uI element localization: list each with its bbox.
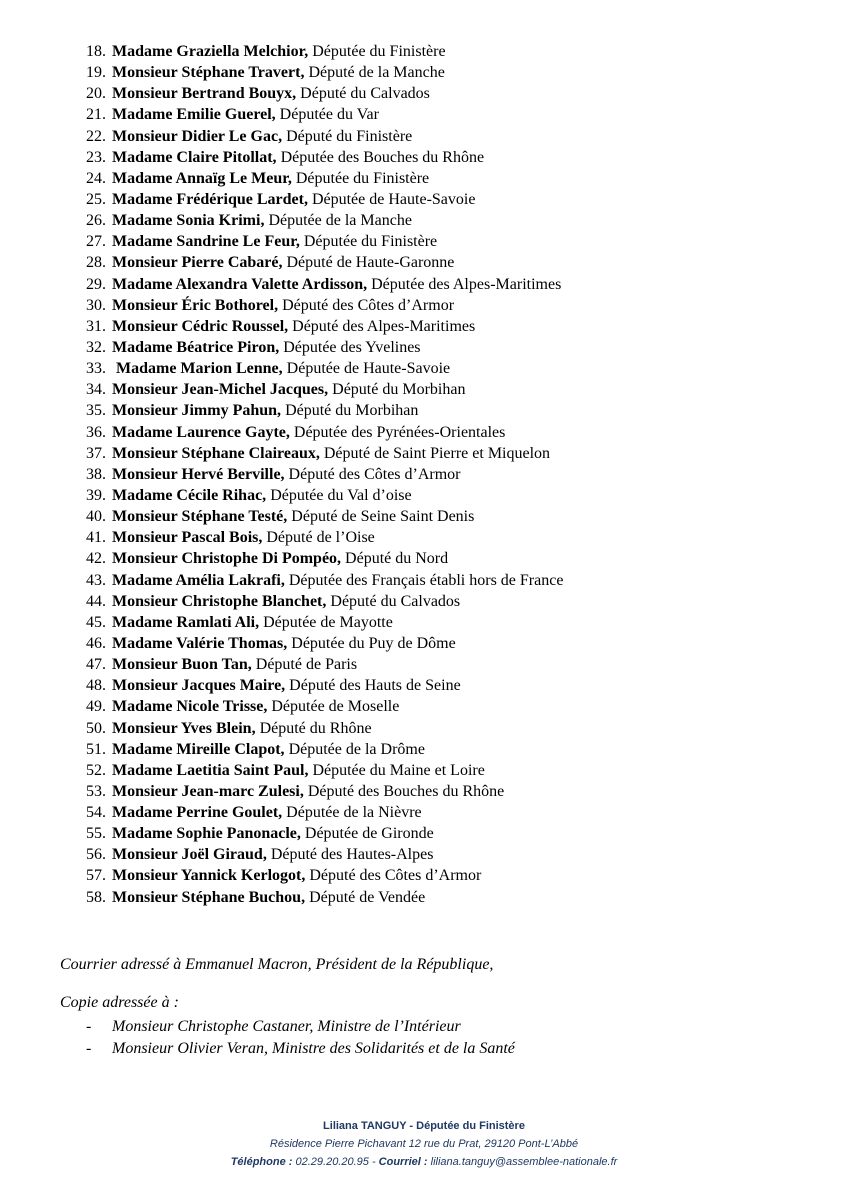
- deputy-name: Madame Claire Pitollat,: [112, 148, 277, 166]
- deputy-title: Députée des Bouches du Rhône: [276, 148, 485, 166]
- bullet-dash: -: [86, 1040, 92, 1057]
- item-number: 53.: [86, 782, 106, 800]
- deputy-item: [86, 654, 563, 675]
- item-number: 32.: [86, 338, 106, 356]
- deputy-name: Monsieur Éric Bothorel,: [112, 296, 279, 314]
- deputy-item: [86, 802, 563, 823]
- deputy-name: Madame Perrine Goulet,: [112, 804, 283, 822]
- deputy-title: Député du Finistère: [282, 127, 413, 145]
- deputy-name: Monsieur Stéphane Travert,: [112, 64, 305, 82]
- item-number: 23.: [86, 148, 106, 166]
- deputy-title: Députée de Haute-Savoie: [282, 360, 451, 378]
- item-number: 35.: [86, 402, 106, 420]
- copy-recipient: [86, 1016, 515, 1038]
- item-number: 33.: [86, 360, 106, 378]
- deputy-title: Députée des Français établi hors de France: [284, 571, 564, 589]
- deputy-name: Monsieur Joël Giraud,: [112, 846, 267, 864]
- item-number: 37.: [86, 444, 106, 462]
- item-number: 52.: [86, 761, 106, 779]
- item-number: 27.: [86, 233, 106, 251]
- item-number: 54.: [86, 804, 106, 822]
- item-number: 20.: [86, 85, 106, 103]
- deputy-title: Député des Bouches du Rhône: [303, 782, 505, 800]
- deputy-name: Madame Sonia Krimi,: [112, 212, 265, 230]
- item-number: 28.: [86, 254, 106, 272]
- item-number: 58.: [86, 888, 106, 906]
- deputy-name: Madame Nicole Trisse,: [112, 698, 268, 716]
- deputy-item: [86, 591, 563, 612]
- deputy-item: [86, 231, 563, 252]
- item-number: 57.: [86, 867, 106, 885]
- deputy-title: Député de l’Oise: [262, 529, 375, 547]
- deputy-title: Député des Alpes-Maritimes: [288, 317, 476, 335]
- deputy-item: [86, 865, 563, 886]
- deputy-name: Monsieur Bertrand Bouyx,: [112, 85, 297, 103]
- deputy-name: Madame Cécile Rihac,: [112, 486, 267, 504]
- item-number: 18.: [86, 43, 106, 60]
- deputy-item: [86, 189, 563, 210]
- copy-recipient: [86, 1038, 515, 1060]
- deputy-title: Député de Seine Saint Denis: [287, 508, 475, 526]
- deputy-name: Monsieur Didier Le Gac,: [112, 127, 283, 145]
- deputy-title: Députée de Moselle: [267, 698, 400, 716]
- deputy-item: [86, 718, 563, 739]
- deputy-item: [86, 400, 563, 421]
- deputy-item: [86, 147, 563, 168]
- deputy-item: [86, 844, 563, 865]
- deputy-name: Monsieur Stéphane Testé,: [112, 508, 288, 526]
- deputy-name: Monsieur Yves Blein,: [112, 719, 256, 737]
- item-number: 49.: [86, 698, 106, 716]
- deputy-name: Monsieur Jean-Michel Jacques,: [112, 381, 329, 399]
- deputy-title: Députée du Finistère: [291, 169, 430, 187]
- deputy-name: Madame Laurence Gayte,: [112, 423, 290, 441]
- deputy-item: [86, 633, 563, 654]
- deputy-item: [86, 443, 563, 464]
- deputy-item: [86, 570, 563, 591]
- deputy-title: Députée du Finistère: [308, 43, 446, 60]
- deputy-item: [86, 126, 563, 147]
- deputy-title: Députée du Var: [275, 106, 379, 124]
- deputy-title: Députée du Puy de Dôme: [287, 634, 456, 652]
- item-number: 30.: [86, 296, 106, 314]
- deputy-item: [86, 548, 563, 569]
- deputy-name: Monsieur Hervé Berville,: [112, 465, 285, 483]
- item-number: 45.: [86, 613, 106, 631]
- deputy-title: Député de la Manche: [304, 64, 445, 82]
- deputy-name: Madame Amélia Lakrafi,: [112, 571, 285, 589]
- bullet-dash: -: [86, 1018, 92, 1035]
- deputy-item: [86, 337, 563, 358]
- deputy-name: Monsieur Cédric Roussel,: [112, 317, 289, 335]
- item-number: 34.: [86, 381, 106, 399]
- item-number: 46.: [86, 634, 106, 652]
- deputy-item: [86, 210, 563, 231]
- deputy-title: Député des Hauts de Seine: [285, 677, 461, 695]
- item-number: 19.: [86, 64, 106, 82]
- deputy-item: [86, 781, 563, 802]
- deputy-name: Madame Marion Lenne,: [112, 360, 283, 378]
- deputy-name: Madame Annaïg Le Meur,: [112, 169, 292, 187]
- footer-contact: [0, 1153, 848, 1171]
- deputy-title: Député du Calvados: [326, 592, 461, 610]
- footer-name: Liliana TANGUY - Députée du Finistère: [323, 1120, 525, 1132]
- deputy-item: [86, 823, 563, 844]
- deputy-name: Madame Alexandra Valette Ardisson,: [112, 275, 368, 293]
- deputy-title: Député du Morbihan: [281, 402, 419, 420]
- item-number: 26.: [86, 212, 106, 230]
- deputy-title: Député des Côtes d’Armor: [278, 296, 455, 314]
- deputy-title: Député de Vendée: [305, 888, 426, 906]
- deputy-item: [86, 506, 563, 527]
- item-number: 38.: [86, 465, 106, 483]
- deputy-name: Monsieur Stéphane Buchou,: [112, 888, 306, 906]
- item-number: 25.: [86, 190, 106, 208]
- deputy-title: Députée de Haute-Savoie: [307, 190, 476, 208]
- deputy-list: [86, 41, 563, 908]
- item-number: 22.: [86, 127, 106, 145]
- item-number: 43.: [86, 571, 106, 589]
- deputy-item: [86, 358, 563, 379]
- deputy-name: Madame Sophie Panonacle,: [112, 825, 301, 843]
- deputy-title: Députée du Maine et Loire: [308, 761, 485, 779]
- deputy-item: [86, 887, 563, 908]
- email-label: Courriel :: [378, 1156, 428, 1168]
- deputy-title: Députée de la Nièvre: [282, 804, 422, 822]
- deputy-name: Madame Béatrice Piron,: [112, 338, 280, 356]
- item-number: 42.: [86, 550, 106, 568]
- deputy-title: Député des Hautes-Alpes: [266, 846, 434, 864]
- deputy-name: Monsieur Christophe Di Pompéo,: [112, 550, 342, 568]
- deputy-item: [86, 485, 563, 506]
- deputy-name: Monsieur Pascal Bois,: [112, 529, 263, 547]
- item-number: 48.: [86, 677, 106, 695]
- deputy-title: Députée de Mayotte: [259, 613, 393, 631]
- copy-heading: Copie adressée à :: [60, 994, 179, 1011]
- deputy-name: Madame Frédérique Lardet,: [112, 190, 308, 208]
- deputy-title: Députée de la Drôme: [284, 740, 425, 758]
- item-number: 36.: [86, 423, 106, 441]
- deputy-title: Députée du Val d’oise: [266, 486, 412, 504]
- deputy-name: Monsieur Christophe Blanchet,: [112, 592, 327, 610]
- deputy-item: [86, 696, 563, 717]
- footer: [0, 1117, 848, 1171]
- phone-number: 02.29.20.20.95 -: [292, 1156, 379, 1168]
- deputy-title: Députée des Yvelines: [279, 338, 421, 356]
- item-number: 29.: [86, 275, 106, 293]
- deputy-name: Madame Mireille Clapot,: [112, 740, 285, 758]
- deputy-item: [86, 274, 563, 295]
- deputy-name: Madame Sandrine Le Feur,: [112, 233, 300, 251]
- item-number: 24.: [86, 169, 106, 187]
- deputy-item: [86, 612, 563, 633]
- deputy-item: [86, 316, 563, 337]
- deputy-title: Député du Nord: [341, 550, 449, 568]
- item-number: 50.: [86, 719, 106, 737]
- deputy-name: Monsieur Buon Tan,: [112, 656, 252, 674]
- item-number: 47.: [86, 656, 106, 674]
- email-address: liliana.tanguy@assemblee-nationale.fr: [427, 1156, 618, 1168]
- deputy-title: Député de Paris: [251, 656, 358, 674]
- deputy-item: [86, 41, 563, 62]
- recipient-text: Monsieur Christophe Castaner, Ministre de l’Intérieur: [112, 1018, 461, 1035]
- deputy-item: [86, 295, 563, 316]
- deputy-item: [86, 760, 563, 781]
- deputy-title: Députée des Pyrénées-Orientales: [289, 423, 506, 441]
- deputy-name: Madame Emilie Guerel,: [112, 106, 276, 124]
- deputy-name: Monsieur Jacques Maire,: [112, 677, 286, 695]
- deputy-name: Madame Valérie Thomas,: [112, 634, 288, 652]
- address-line: Courrier adressé à Emmanuel Macron, Président de la République,: [60, 956, 494, 973]
- item-number: 39.: [86, 486, 106, 504]
- deputy-title: Député des Côtes d’Armor: [305, 867, 482, 885]
- deputy-name: Monsieur Jimmy Pahun,: [112, 402, 282, 420]
- deputy-title: Député du Morbihan: [328, 381, 466, 399]
- item-number: 56.: [86, 846, 106, 864]
- deputy-item: [86, 464, 563, 485]
- deputy-name: Madame Graziella Melchior,: [112, 43, 309, 60]
- deputy-title: Députée de Gironde: [300, 825, 434, 843]
- deputy-item: [86, 379, 563, 400]
- item-number: 40.: [86, 508, 106, 526]
- deputy-name: Monsieur Stéphane Claireaux,: [112, 444, 320, 462]
- item-number: 31.: [86, 317, 106, 335]
- item-number: 21.: [86, 106, 106, 124]
- deputy-item: [86, 527, 563, 548]
- deputy-item: [86, 168, 563, 189]
- deputy-item: [86, 739, 563, 760]
- deputy-title: Députée du Finistère: [299, 233, 438, 251]
- deputy-item: [86, 62, 563, 83]
- deputy-title: Députée de la Manche: [264, 212, 412, 230]
- deputy-name: Monsieur Pierre Cabaré,: [112, 254, 283, 272]
- item-number: 51.: [86, 740, 106, 758]
- deputy-item: [86, 252, 563, 273]
- item-number: 44.: [86, 592, 106, 610]
- deputy-title: Député du Calvados: [296, 85, 430, 103]
- deputy-name: Monsieur Jean-marc Zulesi,: [112, 782, 304, 800]
- recipient-text: Monsieur Olivier Veran, Ministre des Solidarités et de la Santé: [112, 1040, 515, 1057]
- deputy-title: Député de Saint Pierre et Miquelon: [319, 444, 551, 462]
- item-number: 55.: [86, 825, 106, 843]
- deputy-title: Députée des Alpes-Maritimes: [367, 275, 562, 293]
- footer-address: Résidence Pierre Pichavant 12 rue du Prat, 29120 Pont-L’Abbé: [269, 1138, 579, 1150]
- deputy-item: [86, 675, 563, 696]
- deputy-title: Député des Côtes d’Armor: [284, 465, 461, 483]
- item-number: 41.: [86, 529, 106, 547]
- deputy-item: [86, 422, 563, 443]
- deputy-name: Madame Laetitia Saint Paul,: [112, 761, 309, 779]
- deputy-name: Monsieur Yannick Kerlogot,: [112, 867, 306, 885]
- deputy-item: [86, 83, 563, 104]
- phone-label: Téléphone :: [230, 1156, 293, 1168]
- deputy-title: Député de Haute-Garonne: [282, 254, 455, 272]
- deputy-item: [86, 104, 563, 125]
- deputy-title: Député du Rhône: [255, 719, 372, 737]
- copy-recipient-list: [86, 1016, 515, 1060]
- deputy-name: Madame Ramlati Ali,: [112, 613, 260, 631]
